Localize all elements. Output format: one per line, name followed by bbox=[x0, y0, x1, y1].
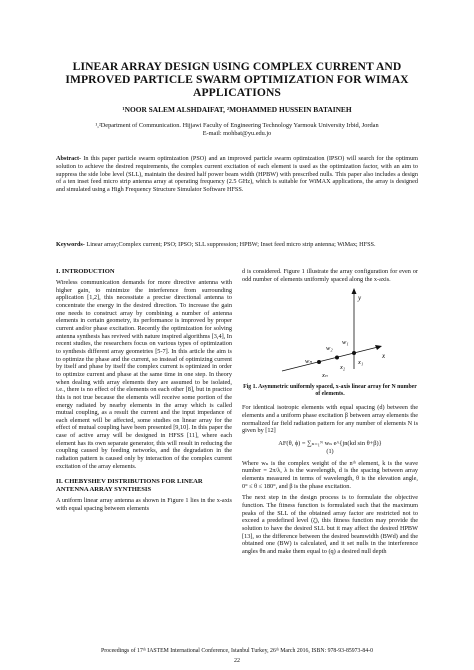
x-axis-label: x bbox=[382, 352, 386, 361]
y-axis-arrow bbox=[352, 288, 357, 294]
section-heading-chebyshev: II. CHEBYSHEV DISTRIBUTIONS FOR LINEAR ANTENNA ARRAY SYNTHESIS bbox=[56, 478, 203, 494]
x-axis-arrow bbox=[375, 345, 382, 350]
keywords bbox=[56, 241, 418, 249]
paper-authors: ¹NOOR SALEM ALSHDAIFAT, ²MOHAMMED HUSSEIN BATAINEH bbox=[122, 105, 352, 114]
keywords-text: Linear array;Complex current; PSO; IPSO; SLL suppression; HPBW; Inset feed micro strip antenna; WiMax; HFSS. bbox=[84, 241, 376, 248]
right-column bbox=[242, 268, 418, 559]
abstract-text: In this paper particle swarm optimization (PSO) and an improved particle swarm optimization (IPSO) will search for the optimum solution to achieve the desired requirements, the complex current excitation of each element is used as the optimization factor, with an aim to suppress the side lobe level (SLL), maintain the desired half power beam width (HPBW) with prescribed nulls. This paper also includes a design of a ten inset feed micro strip antenna array at operating frequency (2.5 GHz), which is suitable for WiMAX applications, the array is designed and simulated using a High Frequency Structure Simulator Software HFSS. bbox=[56, 155, 418, 194]
author-affiliation bbox=[40, 122, 434, 138]
element-1-dot bbox=[352, 351, 356, 355]
variables-paragraph: Where wₙ is the complex weight of the nᵗʰ element, k is the wave number = 2π/λ, λ is the wavelength, d is the spacing between array elements measured in terms of wavelength, θ is the elevation angle, 0° ≤ θ ≤ 180°, and β is the phase excitation. bbox=[242, 459, 418, 490]
affiliation-text: ¹,²Department of Communication. Hijjawi Faculty of Engineering Technology Yarmouk University Irbid, Jordan bbox=[95, 122, 379, 129]
y-axis-label: y bbox=[358, 294, 362, 303]
x2-label: x₂ bbox=[340, 364, 346, 372]
w1-label: w₁ bbox=[342, 339, 349, 347]
section2-paragraph: A uniform linear array antenna as shown in Figure 1 lies in the x-axis with equal spacing between elements bbox=[56, 497, 232, 513]
proceedings-footer: Proceedings of 17ᵗʰ IASTEM International Conference, Istanbul Turkey, 26ᵗʰ March 2016, ISBN: 978-93-85973-84-0 bbox=[100, 648, 374, 654]
xn-label: xₙ bbox=[322, 372, 328, 380]
element-2-dot bbox=[335, 356, 339, 360]
keywords-label: Keywords- bbox=[56, 241, 85, 248]
intro-paragraph: Wireless communication demands for more directive antenna with higher gain, to minimize the interference from surrounding application [1,2], this necessitate a precise directional antenna to concentrate the energy in the desired direction. To increase the gain one needs to construct array by combining a number of antenna elements in certain geometry, its performance is improved by proper current and/or phase excitation. Recently the optimization for solving antenna synthesis has revived with nature inspired algorithms [3,4], In recent studies, the researchers focus on various types of optimization to synthesis different array geometries [5-7]. In this article the aim is to optimize the phase and the current, so instead of optimizing current by itself and phase by itself the complex current is optimized in order to optimize current and phase at the same time in one step. In theory when dealing with array elements they are assumed to be isolated, i.e., there is no effect of the elements on each other [8], but in practice this is not true because the elements will receive some portion of the energy radiated by nearby elements in the array which is called mutual coupling, as a result the current and the input impedance of each element will be affected, some studies on linear array for the effect of mutual coupling have been presented [9,10]. In this paper the case of active array will be designed in HFSS [11], where each element has its own separate generator, this will result in reducing the coupling caused by feeding networks, and the degradation in the radiation pattern is caused only by interaction of the complex current excitation of the array elements. bbox=[56, 279, 232, 470]
abstract-label: Abstract- bbox=[56, 155, 82, 162]
author-email: E-mail: mohbat@yu.edu.jo bbox=[202, 130, 272, 137]
objective-function-paragraph: The next step in the design process is to formulate the objective function. The fitness function is formulated such that the maximum peaks of the SLL of the obtained array factor are restricted not to exceed a predefined level (ζ), this fitness function may provide the solution to have the desired SLL but it may affect the desired HPBW [13], so the difference between the desired beamwidth (BWd) and the obtained one (BW) is calculated, and it set nulls in the interference angles θn and make them equal to (q) a desired null depth bbox=[242, 494, 418, 555]
w2-label: w₂ bbox=[326, 345, 333, 353]
element-n-dot bbox=[317, 360, 321, 364]
abstract bbox=[56, 155, 418, 194]
far-field-paragraph: For identical isotropic elements with equal spacing (d) between the elements and a uniform phase excitation β between array elements the normalized far field radiation pattern for any number of elements N is given by [12] bbox=[242, 404, 418, 435]
x1-label: x₁ bbox=[358, 359, 364, 367]
wn-label: wₙ bbox=[305, 358, 312, 366]
section-heading-introduction: I. INTRODUCTION bbox=[56, 268, 115, 275]
page-number: 22 bbox=[234, 658, 240, 664]
array-config-paragraph: d is considered. Figure 1 illustrate the array configuration for even or odd number of elements uniformly spaced along the x-axis. bbox=[242, 268, 418, 283]
equation-number: (1) bbox=[326, 447, 334, 455]
array-factor-equation: AF(θ, ϕ) = ∑ₙ₌₁ᴺ wₙ e^{jn(kd sin θ+β)} bbox=[278, 439, 382, 447]
paper-title: LINEAR ARRAY DESIGN USING COMPLEX CURRENT AND IMPROVED PARTICLE SWARM OPTIMIZATION FOR WIMAX APPLICATIONS bbox=[65, 60, 409, 99]
figure-caption: Fig 1. Asymmetric uniformly spaced, x-axis linear array for N number of elements. bbox=[243, 384, 417, 398]
figure-array-diagram bbox=[242, 287, 418, 382]
left-column bbox=[56, 268, 232, 517]
array-diagram-svg bbox=[242, 287, 418, 382]
